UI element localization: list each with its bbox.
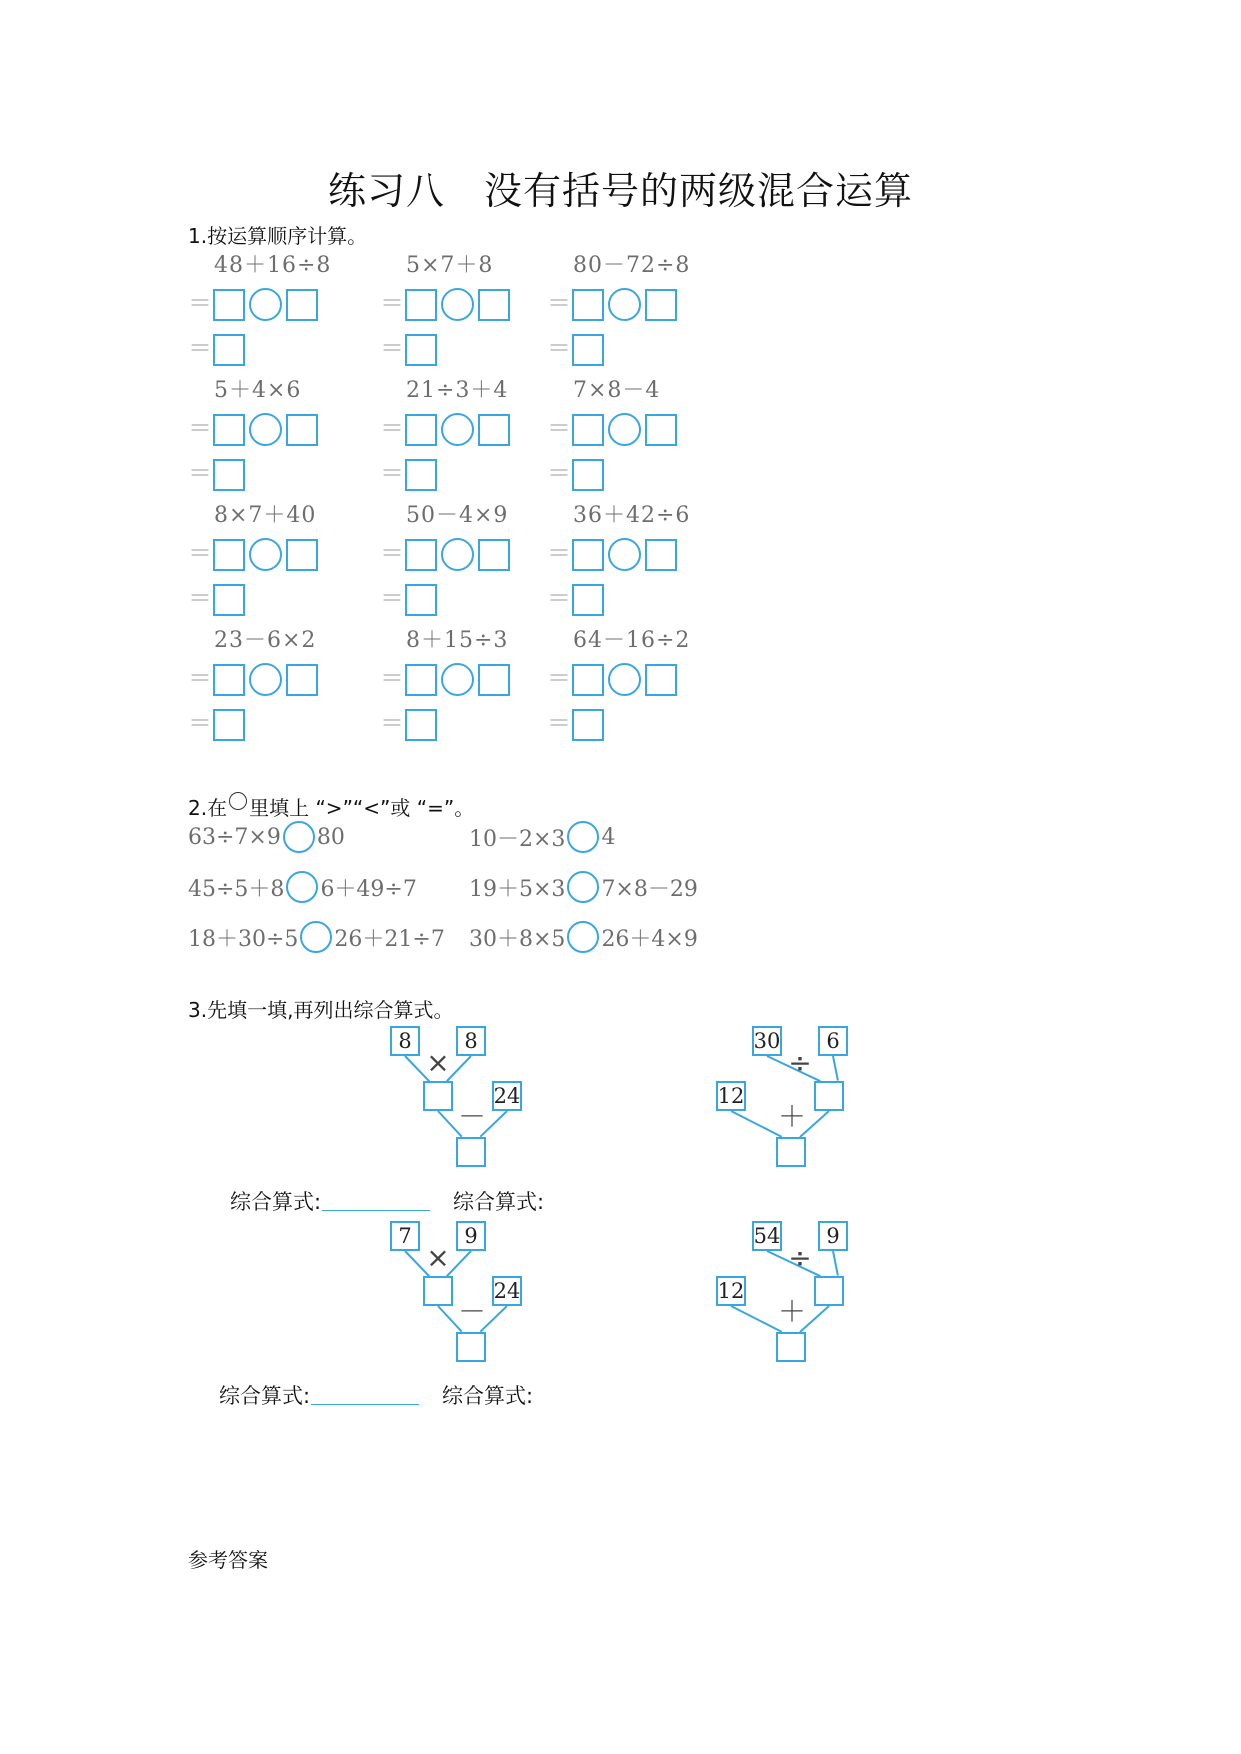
answer-box[interactable] <box>405 584 437 616</box>
tree-number-box: 12 <box>716 1276 746 1306</box>
answer-box[interactable] <box>572 539 604 571</box>
tree-answer-box[interactable] <box>456 1332 486 1362</box>
tree-number-box: 12 <box>716 1081 746 1111</box>
section-1-heading: 1.按运算顺序计算。 <box>188 224 368 248</box>
comparison-right: 80 <box>316 824 345 850</box>
comparison-circle[interactable] <box>300 921 332 953</box>
equals-sign: ＝ <box>547 459 571 487</box>
answer-box[interactable] <box>478 289 510 321</box>
comparison-circle[interactable] <box>567 871 599 903</box>
operator-circle[interactable] <box>608 288 641 321</box>
equals-sign: ＝ <box>380 459 404 487</box>
answer-box[interactable] <box>645 664 677 696</box>
connector-line <box>832 1056 839 1081</box>
equals-sign: ＝ <box>547 289 571 317</box>
tree-number-box: 24 <box>492 1081 522 1111</box>
answer-box[interactable] <box>405 414 437 446</box>
equals-sign: ＝ <box>188 664 212 692</box>
tree-answer-box[interactable] <box>776 1332 806 1362</box>
answer-box[interactable] <box>572 584 604 616</box>
problem-expression: 64－16÷2 <box>573 628 691 653</box>
answer-box[interactable] <box>405 459 437 491</box>
tree-number-box: 7 <box>390 1221 420 1251</box>
answer-box[interactable] <box>405 709 437 741</box>
comparison-left: 30＋8×5 <box>469 926 566 952</box>
comparison-circle[interactable] <box>567 921 599 953</box>
answer-box[interactable] <box>405 289 437 321</box>
answer-box[interactable] <box>213 664 245 696</box>
equals-sign: ＝ <box>188 709 212 737</box>
equals-sign: ＝ <box>188 334 212 362</box>
tree-operator-2: ＋ <box>777 1295 806 1328</box>
tree-answer-box[interactable] <box>423 1081 453 1111</box>
equals-sign: ＝ <box>188 459 212 487</box>
tree-operator-1: ÷ <box>788 1241 812 1274</box>
equals-sign: ＝ <box>380 414 404 442</box>
answer-box[interactable] <box>213 334 245 366</box>
equals-sign: ＝ <box>380 539 404 567</box>
answer-box[interactable] <box>405 334 437 366</box>
problem-expression: 80－72÷8 <box>573 253 691 278</box>
answer-box[interactable] <box>645 289 677 321</box>
problem-expression: 21÷3＋4 <box>406 378 509 403</box>
section-2-heading <box>188 792 474 821</box>
problem-expression: 5×7＋8 <box>406 253 494 278</box>
operator-circle[interactable] <box>249 538 282 571</box>
equals-sign: ＝ <box>547 584 571 612</box>
equals-sign: ＝ <box>188 414 212 442</box>
operator-circle[interactable] <box>249 288 282 321</box>
tree-operator-2: － <box>457 1295 486 1328</box>
problem-expression: 50－4×9 <box>406 503 509 528</box>
formula-answer-line[interactable] <box>311 1386 419 1405</box>
answer-box[interactable] <box>405 539 437 571</box>
equals-sign: ＝ <box>547 414 571 442</box>
formula-label: 综合算式: <box>219 1384 311 1408</box>
tree-number-box: 9 <box>456 1221 486 1251</box>
problem-expression: 8×7＋40 <box>214 503 317 528</box>
tree-operator-1: × <box>426 1046 450 1079</box>
equals-sign: ＝ <box>380 709 404 737</box>
formula-label: 综合算式: <box>442 1384 534 1408</box>
connector-line <box>832 1251 839 1276</box>
comparison-right: 4 <box>601 824 616 850</box>
tree-answer-box[interactable] <box>776 1137 806 1167</box>
comparison-right: 26＋21÷7 <box>334 926 445 952</box>
circle-symbol-icon <box>229 792 247 810</box>
tree-number-box: 8 <box>456 1026 486 1056</box>
formula-label: 综合算式: <box>230 1190 322 1214</box>
answer-box[interactable] <box>286 414 318 446</box>
answer-box[interactable] <box>286 664 318 696</box>
answer-box[interactable] <box>213 584 245 616</box>
comparison-circle[interactable] <box>283 821 315 853</box>
operator-circle[interactable] <box>608 663 641 696</box>
section-3-heading: 3.先填一填,再列出综合算式。 <box>188 998 454 1022</box>
answer-box[interactable] <box>572 334 604 366</box>
comparison-left: 63÷7×9 <box>188 824 281 850</box>
equals-sign: ＝ <box>380 289 404 317</box>
tree-operator-1: × <box>426 1241 450 1274</box>
answers-heading: 参考答案 <box>188 1548 268 1572</box>
answer-box[interactable] <box>572 414 604 446</box>
formula-answer-line[interactable] <box>322 1192 430 1211</box>
equals-sign: ＝ <box>380 664 404 692</box>
comparison-right: 7×8－29 <box>601 876 698 902</box>
equals-sign: ＝ <box>188 584 212 612</box>
answer-box[interactable] <box>213 414 245 446</box>
equals-sign: ＝ <box>547 334 571 362</box>
answer-box[interactable] <box>645 414 677 446</box>
tree-answer-box[interactable] <box>456 1137 486 1167</box>
answer-box[interactable] <box>478 539 510 571</box>
comparison-left: 45÷5＋8 <box>188 876 285 902</box>
answer-box[interactable] <box>572 664 604 696</box>
comparison-right: 6＋49÷7 <box>320 876 417 902</box>
comparison-circle[interactable] <box>567 821 599 853</box>
comparison-item <box>469 870 698 904</box>
tree-number-box: 54 <box>752 1221 782 1251</box>
comparison-left: 10－2×3 <box>469 826 566 852</box>
answer-box[interactable] <box>213 709 245 741</box>
equals-sign: ＝ <box>188 539 212 567</box>
tree-answer-box[interactable] <box>814 1081 844 1111</box>
answer-box[interactable] <box>572 289 604 321</box>
operator-circle[interactable] <box>441 413 474 446</box>
answer-box[interactable] <box>572 709 604 741</box>
equals-sign: ＝ <box>380 334 404 362</box>
answer-box[interactable] <box>478 664 510 696</box>
tree-answer-box[interactable] <box>814 1276 844 1306</box>
comparison-item <box>188 870 417 904</box>
operator-circle[interactable] <box>608 538 641 571</box>
answer-box[interactable] <box>645 539 677 571</box>
problem-expression: 36＋42÷6 <box>573 503 691 528</box>
equals-sign: ＝ <box>188 289 212 317</box>
operator-circle[interactable] <box>441 288 474 321</box>
answer-box[interactable] <box>572 459 604 491</box>
tree-number-box: 8 <box>390 1026 420 1056</box>
problem-expression: 23－6×2 <box>214 628 317 653</box>
comparison-right: 26＋4×9 <box>601 926 698 952</box>
operator-circle[interactable] <box>441 663 474 696</box>
comparison-left: 18＋30÷5 <box>188 926 299 952</box>
tree-operator-2: ＋ <box>777 1100 806 1133</box>
comparison-circle[interactable] <box>286 871 318 903</box>
problem-expression: 7×8－4 <box>573 378 661 403</box>
problem-expression: 48＋16÷8 <box>214 253 332 278</box>
equals-sign: ＝ <box>547 664 571 692</box>
tree-number-box: 24 <box>492 1276 522 1306</box>
tree-operator-1: ÷ <box>788 1046 812 1079</box>
operator-circle[interactable] <box>249 663 282 696</box>
answer-box[interactable] <box>405 664 437 696</box>
comparison-item <box>469 820 615 854</box>
comparison-item <box>188 820 345 854</box>
tree-operator-2: － <box>457 1100 486 1133</box>
problem-expression: 8＋15÷3 <box>406 628 509 653</box>
operator-circle[interactable] <box>249 413 282 446</box>
tree-answer-box[interactable] <box>423 1276 453 1306</box>
section-2-heading-suffix: 里填上 “>”“<”或 “=”。 <box>249 796 475 820</box>
answer-box[interactable] <box>286 289 318 321</box>
page-title: 练习八 没有括号的两级混合运算 <box>327 169 913 213</box>
equals-sign: ＝ <box>380 584 404 612</box>
answer-box[interactable] <box>478 414 510 446</box>
formula-label: 综合算式: <box>453 1190 545 1214</box>
answer-box[interactable] <box>286 539 318 571</box>
answer-box[interactable] <box>213 459 245 491</box>
comparison-item <box>188 920 445 954</box>
tree-number-box: 9 <box>818 1221 848 1251</box>
equals-sign: ＝ <box>547 539 571 567</box>
operator-circle[interactable] <box>441 538 474 571</box>
comparison-left: 19＋5×3 <box>469 876 566 902</box>
answer-box[interactable] <box>213 539 245 571</box>
tree-number-box: 30 <box>752 1026 782 1056</box>
equals-sign: ＝ <box>547 709 571 737</box>
section-2-heading-prefix: 2.在 <box>188 796 228 820</box>
comparison-item <box>469 920 698 954</box>
tree-number-box: 6 <box>818 1026 848 1056</box>
operator-circle[interactable] <box>608 413 641 446</box>
answer-box[interactable] <box>213 289 245 321</box>
problem-expression: 5＋4×6 <box>214 378 302 403</box>
